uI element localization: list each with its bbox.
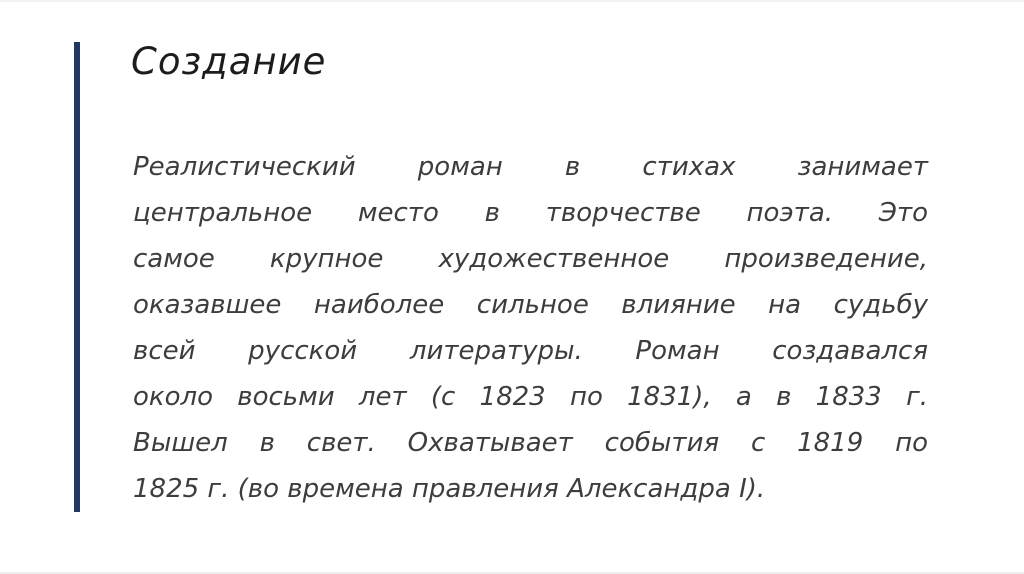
body-line: оказавшее наиболее сильное влияние на судьбу [133, 290, 928, 320]
body-line: около восьми лет (с 1823 по 1831), а в 1833 г. [133, 382, 928, 412]
accent-bar [74, 42, 80, 512]
body-line: 1825 г. (во времена правления Александра I). [133, 474, 766, 504]
body-line: Реалистический роман в стихах занимает [133, 152, 928, 182]
body-line: центральное место в творчестве поэта. Это [133, 198, 928, 228]
body-line: всей русской литературы. Роман создавался [133, 336, 928, 366]
slide-title: Создание [131, 40, 327, 83]
slide-body [133, 144, 928, 512]
body-line: самое крупное художественное произведение, [133, 244, 928, 274]
body-line: Вышел в свет. Охватывает события с 1819 по [133, 428, 928, 458]
